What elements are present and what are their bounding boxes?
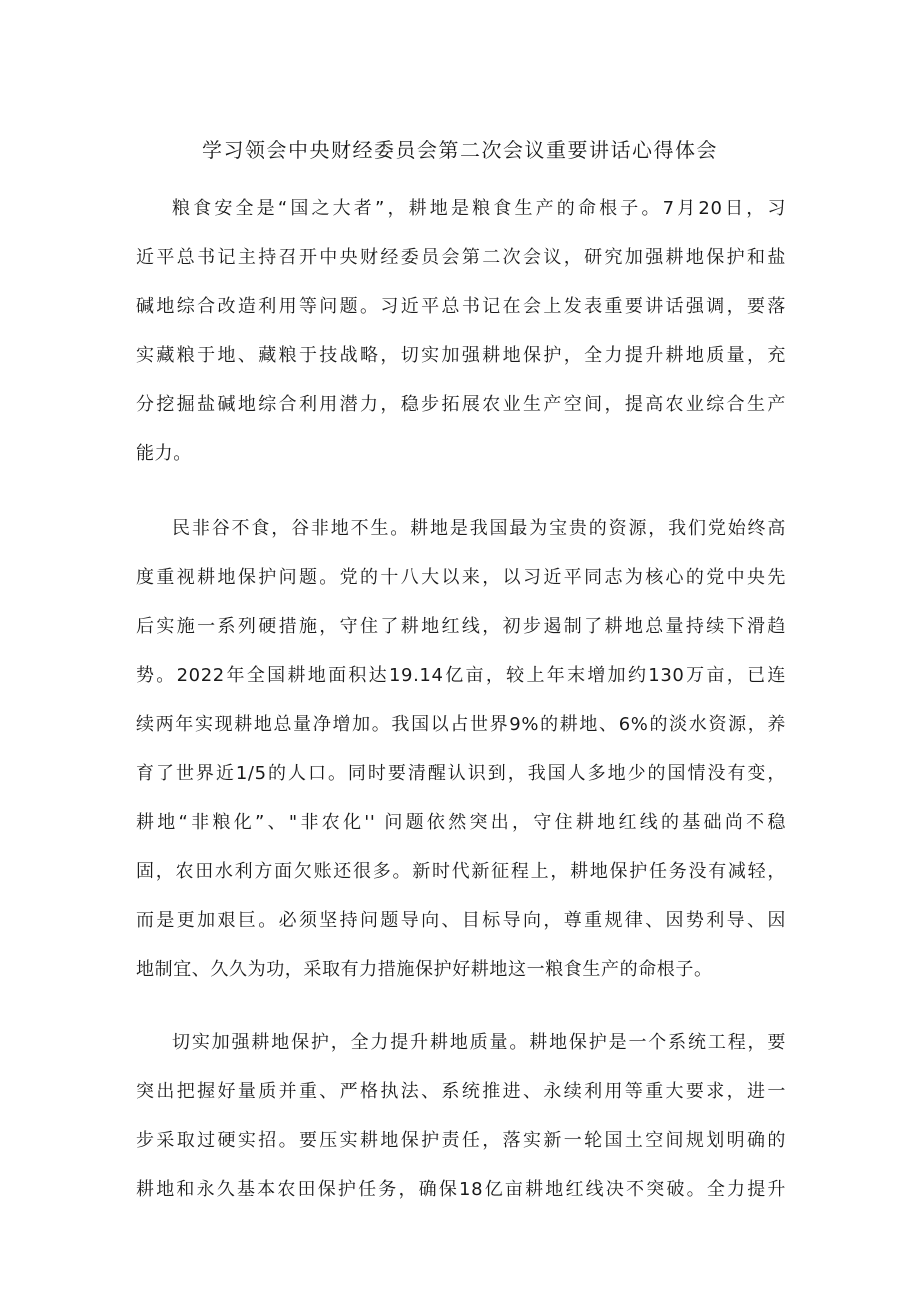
paragraph-line: 碱地综合改造利用等问题。习近平总书记在会上发表重要讲话强调，要落: [136, 296, 786, 317]
paragraph-line: 势。2022年全国耕地面积达19.14亿亩，较上年末增加约130万亩，已连: [136, 665, 786, 686]
paragraph-line: 度重视耕地保护问题。党的十八大以来，以习近平同志为核心的党中央先: [136, 567, 786, 588]
paragraph-line: 耕地和永久基本农田保护任务，确保18亿亩耕地红线决不突破。全力提升: [136, 1179, 786, 1200]
paragraph-line: 粮食安全是“国之大者”，耕地是粮食生产的命根子。7月20日，习: [172, 198, 786, 219]
paragraph-line: 而是更加艰巨。必须坚持问题导向、目标导向，尊重规律、因势利导、因: [136, 910, 786, 931]
paragraph-line: 分挖掘盐碱地综合利用潜力，稳步拓展农业生产空间，提高农业综合生产: [136, 394, 786, 415]
paragraph-line: 步采取过硬实招。要压实耕地保护责任，落实新一轮国土空间规划明确的: [136, 1130, 786, 1151]
paragraph-line: 能力。: [136, 443, 192, 464]
paragraph-line: 后实施一系列硬措施，守住了耕地红线，初步遏制了耕地总量持续下滑趋: [136, 616, 786, 637]
paragraph-line: 地制宜、久久为功，采取有力措施保护好耕地这一粮食生产的命根子。: [136, 959, 713, 980]
paragraph: [136, 184, 786, 478]
paragraph-line: 民非谷不食，谷非地不生。耕地是我国最为宝贵的资源，我们党始终高: [172, 518, 786, 539]
document-title: 学习领会中央财经委员会第二次会议重要讲话心得体会: [202, 138, 718, 162]
paragraph-line: 育了世界近1/5的人口。同时要清醒认识到，我国人多地少的国情没有变，: [136, 763, 786, 784]
paragraph-line: 固，农田水利方面欠账还很多。新时代新征程上，耕地保护任务没有减轻，: [136, 861, 786, 882]
paragraph-line: 续两年实现耕地总量净增加。我国以占世界9%的耕地、6%的淡水资源，养: [136, 714, 786, 735]
paragraph-line: 近平总书记主持召开中央财经委员会第二次会议，研究加强耕地保护和盐: [136, 247, 786, 268]
paragraph: [136, 504, 786, 994]
paragraph-line: 切实加强耕地保护，全力提升耕地质量。耕地保护是一个系统工程，要: [172, 1032, 786, 1053]
paragraph-line: 突出把握好量质并重、严格执法、系统推进、永续利用等重大要求，进一: [136, 1081, 786, 1102]
paragraph-line: 耕地“非粮化”、"非农化'' 问题依然突出，守住耕地红线的基础尚不稳: [136, 812, 786, 833]
paragraph-line: 实藏粮于地、藏粮于技战略，切实加强耕地保护，全力提升耕地质量，充: [136, 345, 786, 366]
paragraph: [136, 1018, 786, 1214]
